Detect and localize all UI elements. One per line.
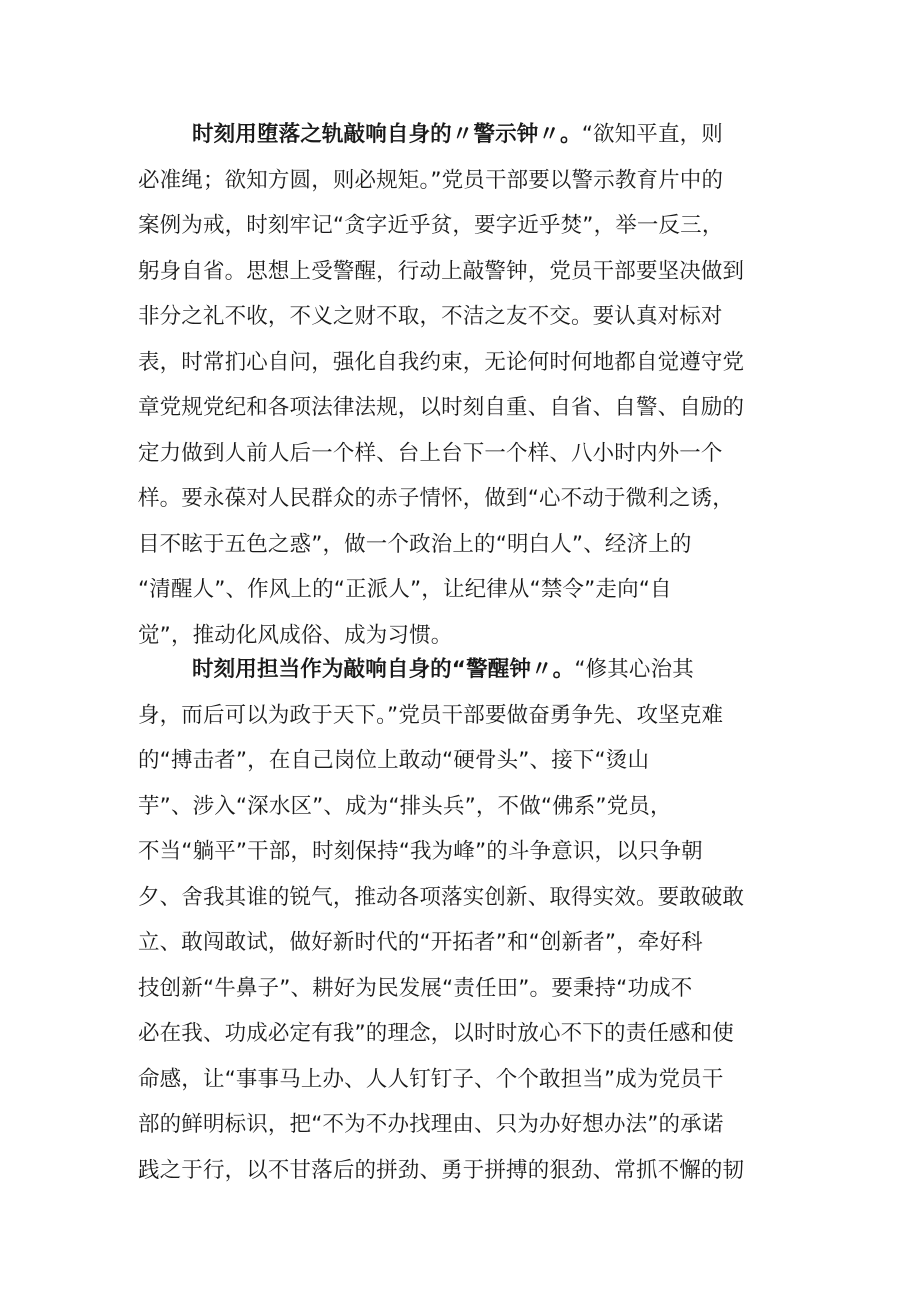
line-text: 技创新“牛鼻子”、耕好为民发展“责任田”。要秉持“功成不 — [138, 975, 693, 1001]
line-text: 表，时常扪心自问，强化自我约束，无论何时何地都自觉遵守党 — [138, 349, 745, 375]
line-text: 命感，让“事事马上办、人人钉钉子、个个敢担当”成为党员干 — [138, 1066, 724, 1092]
line-text: 践之于行，以不甘落后的拼劲、勇于拼搏的狠劲、常抓不懈的韧 — [138, 1157, 745, 1183]
paragraph-first-line — [138, 112, 788, 158]
line-text: “修其心治其 — [574, 657, 694, 682]
line-text: 章党规党纪和各项法律法规，以时刻自重、自省、自警、自励的 — [138, 395, 745, 420]
line-text: 非分之礼不收，不义之财不取，不洁之友不交。要认真对标对 — [138, 304, 723, 329]
line-text: “欲知平直，则 — [581, 122, 723, 147]
line-text: 芋”、涉入“深水区”、成为“排头兵”，不做“佛系”党员， — [138, 793, 672, 819]
line-text: 必准绳；欲知方圆，则必规矩。”党员干部要以警示教育片中的 — [138, 167, 724, 193]
paragraph-heading: 时刻用担当作为敲响自身的“警醒钟〃。 — [192, 657, 575, 682]
line-text: 定力做到人前人后一个样、台上台下一个样、八小时内外一个 — [138, 440, 723, 466]
line-text: 不当“躺平”干部，时刻保持“我为峰”的斗争意识，以只争朝 — [138, 839, 703, 864]
paragraph-first-line — [138, 647, 788, 693]
line-text: 夕、舍我其谁的锐气，推动各项落实创新、取得实效。要敢破敢 — [138, 884, 745, 910]
line-text: 的“搏击者”，在自己岗位上敢动“硬骨头”、接下“烫山 — [138, 748, 650, 773]
line-text: “清醒人”、作风上的“正派人”，让纪律从“禁令”走向“自 — [138, 577, 672, 602]
line-text: 部的鲜明标识，把“不为不办找理由、只为办好想办法”的承诺 — [138, 1112, 724, 1137]
line-text: 立、敢闯敢试，做好新时代的“开拓者”和“创新者”，牵好科 — [138, 930, 703, 955]
paragraph-alert-bell — [138, 647, 788, 1193]
paragraph-warning-bell — [138, 112, 788, 658]
line-text: 身，而后可以为政于天下。”党员干部要做奋勇争先、攻坚克难 — [138, 702, 724, 728]
line-text: 躬身自省。思想上受警醒，行动上敲警钟，党员干部要坚决做到 — [138, 258, 745, 284]
line-text: 样。要永葆对人民群众的赤子情怀，做到“心不动于微利之诱， — [138, 486, 734, 511]
line-text: 觉”，推动化风成俗、成为习惯。 — [138, 622, 453, 648]
line-text: 案例为戒，时刻牢记“贪字近乎贫，要字近乎焚”，举一反三， — [138, 213, 724, 238]
line-text: 目不眩于五色之惑”，做一个政治上的“明白人”、经济上的 — [138, 531, 692, 557]
line-text: 必在我、功成必定有我”的理念，以时时放心不下的责任感和使 — [138, 1021, 734, 1046]
paragraph-heading: 时刻用堕落之轨敲响自身的〃警示钟〃。 — [192, 122, 582, 147]
